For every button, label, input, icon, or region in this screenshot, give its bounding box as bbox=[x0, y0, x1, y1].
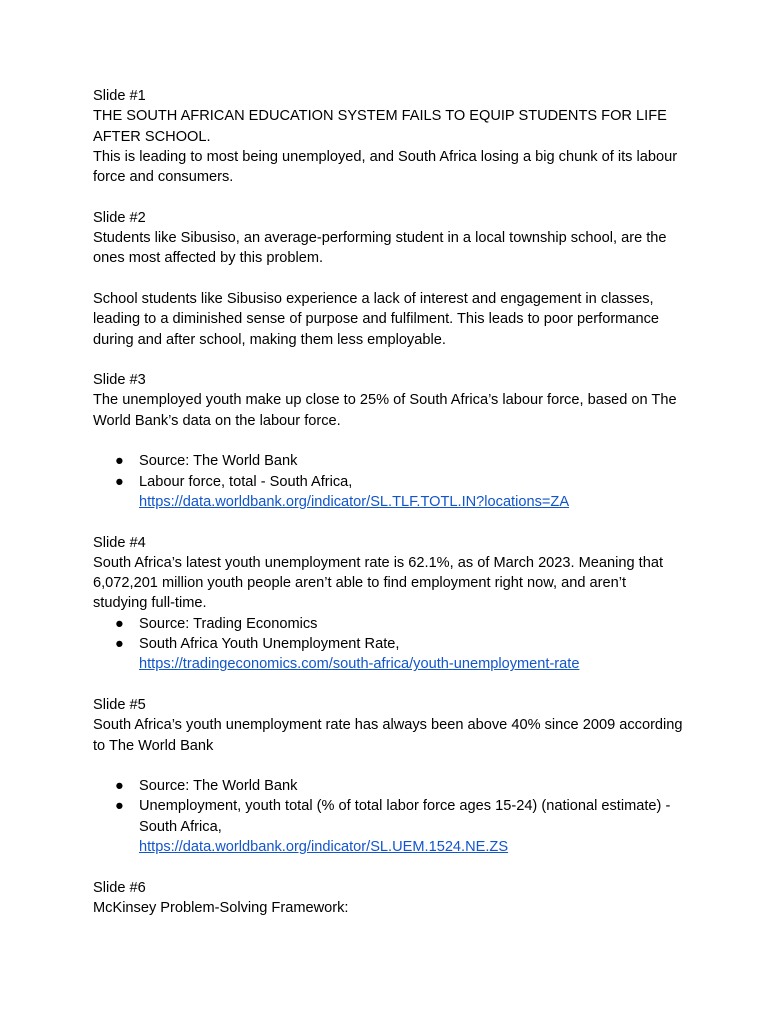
list-item bbox=[93, 451, 683, 471]
slide-3-heading: Slide #3 bbox=[93, 372, 146, 389]
slide-6-text: McKinsey Problem-Solving Framework: bbox=[93, 899, 349, 916]
slide-1-section bbox=[93, 86, 683, 187]
slide-5-source-list bbox=[93, 776, 683, 857]
source-label: Source: Trading Economics bbox=[139, 615, 318, 632]
reference-link[interactable]: https://data.worldbank.org/indicator/SL.TLF.TOTL.IN?locations=ZA bbox=[139, 493, 570, 510]
document-body bbox=[93, 86, 683, 918]
slide-5-text: South Africa’s youth unemployment rate has always been above 40% since 2009 according to The World Bank bbox=[93, 717, 683, 754]
slide-2-section bbox=[93, 208, 683, 350]
source-label: Source: The World Bank bbox=[139, 778, 298, 795]
reference-title: Unemployment, youth total (% of total labor force ages 15-24) (national estimate) - South Africa, bbox=[139, 798, 671, 835]
reference-link[interactable]: https://tradingeconomics.com/south-africa/youth-unemployment-rate bbox=[139, 656, 580, 673]
list-item bbox=[93, 614, 683, 634]
bullet-icon: ● bbox=[115, 473, 124, 490]
slide-3-section bbox=[93, 370, 683, 512]
list-item bbox=[93, 776, 683, 796]
slide-3-text: The unemployed youth make up close to 25% of South Africa’s labour force, based on The World Bank’s data on the labour force. bbox=[93, 392, 677, 429]
slide-4-section bbox=[93, 533, 683, 675]
list-item bbox=[93, 796, 683, 857]
slide-4-text: South Africa’s latest youth unemployment rate is 62.1%, as of March 2023. Meaning that 6,072,201 million youth people aren’t able to find employment right now, and aren’t studying full-time. bbox=[93, 554, 664, 612]
slide-2-paragraph-1: Students like Sibusiso, an average-performing student in a local township school, are the ones most affected by this problem. bbox=[93, 230, 667, 267]
slide-1-heading: Slide #1 bbox=[93, 88, 146, 104]
reference-link[interactable]: https://data.worldbank.org/indicator/SL.UEM.1524.NE.ZS bbox=[139, 838, 509, 855]
slide-6-section bbox=[93, 878, 683, 919]
slide-5-section bbox=[93, 695, 683, 857]
bullet-icon: ● bbox=[115, 453, 124, 470]
bullet-icon: ● bbox=[115, 798, 124, 815]
bullet-icon: ● bbox=[115, 615, 124, 632]
slide-5-heading: Slide #5 bbox=[93, 696, 146, 713]
slide-1-title: THE SOUTH AFRICAN EDUCATION SYSTEM FAILS TO EQUIP STUDENTS FOR LIFE AFTER SCHOOL. bbox=[93, 108, 667, 145]
slide-2-paragraph-2: School students like Sibusiso experience a lack of interest and engagement in classes, leading to a diminished sense of purpose and fulfilment. This leads to poor performance during and after school, making them less employable. bbox=[93, 290, 659, 348]
reference-title: South Africa Youth Unemployment Rate, bbox=[139, 636, 400, 653]
source-label: Source: The World Bank bbox=[139, 453, 298, 470]
bullet-icon: ● bbox=[115, 778, 124, 795]
list-item bbox=[93, 472, 683, 513]
slide-4-source-list bbox=[93, 614, 683, 675]
slide-6-heading: Slide #6 bbox=[93, 879, 146, 896]
slide-4-heading: Slide #4 bbox=[93, 534, 146, 551]
bullet-icon: ● bbox=[115, 636, 124, 653]
slide-3-source-list bbox=[93, 451, 683, 512]
slide-2-heading: Slide #2 bbox=[93, 209, 146, 226]
reference-title: Labour force, total - South Africa, bbox=[139, 473, 353, 490]
list-item bbox=[93, 634, 683, 675]
slide-1-text: This is leading to most being unemployed, and South Africa losing a big chunk of its labour force and consumers. bbox=[93, 148, 678, 186]
